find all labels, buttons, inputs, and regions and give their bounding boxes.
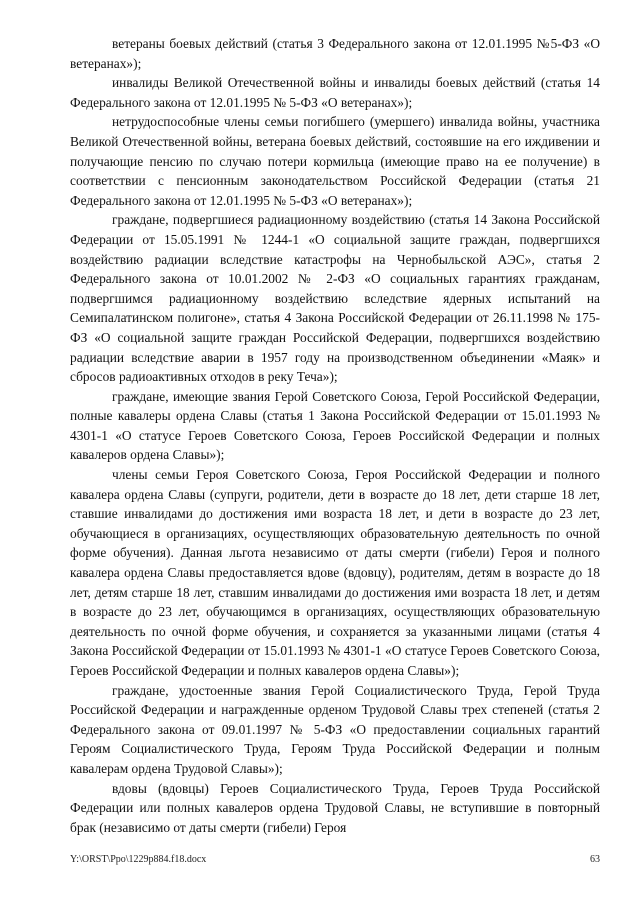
paragraph: члены семьи Героя Советского Союза, Героя Российской Федерации и полного кавалера ордена Славы (супруги, родители, дети в возрасте до 18 лет, дети старше 18 лет, ставшие инвалидами до достижения ими возраста 18 лет, и дети в возрасте до 23 лет, обучающиеся в организациях, осуществляющих образовательную деятельность по очной форме обучения). Данная льгота независимо от даты смерти (гибели) Героя и полного кавалера ордена Славы предоставляется вдове (вдовцу), родителям, детям в возрасте до 18 лет, детям старше 18 лет, ставшим инвалидами до достижения ими возраста 18 лет, и детям в возрасте до 23 лет, обучающимся в организациях, осуществляющих образовательную деятельность по очной форме обучения, и сохраняется за указанными лицами (статья 4 Закона Российской Федерации от 15.01.1993 № 4301-1 «О статусе Героев Советского Союза, Героев Российской Федерации и полных кавалеров ордена Славы»);	[70, 467, 600, 678]
paragraph: граждане, удостоенные звания Герой Социалистического Труда, Герой Труда Российской Федерации и награжденные орденом Трудовой Славы трех степеней (статья 2 Федерального закона от 09.01.1997 № 5-ФЗ «О предоставлении социальных гарантий Героям Социалистического Труда, Героям Труда Российской Федерации и полным кавалерам ордена Трудовой Славы»);	[70, 682, 600, 776]
paragraph: граждане, подвергшиеся радиационному воздействию (статья 14 Закона Российской Федерации от 15.05.1991 № 1244-1 «О социальной защите граждан, подвергшихся воздействию радиации вследствие катастрофы на Чернобыльской АЭС», статья 2 Федерального закона от 10.01.2002 № 2-ФЗ «О социальных гарантиях гражданам, подвергшимся радиационному воздействию вследствие ядерных испытаний на Семипалатинском полигоне», статья 4 Закона Российской Федерации от 26.11.1998 № 175-ФЗ «О социальной защите граждан Российской Федерации, подвергшихся воздействию радиации вследствие аварии в 1957 году на производственном объединении «Маяк» и сбросов радиоактивных отходов в реку Теча»);	[70, 212, 600, 385]
paragraph: вдовы (вдовцы) Героев Социалистического Труда, Героев Труда Российской Федерации или полных кавалеров ордена Трудовой Славы, не вступившие в повторный брак (независимо от даты смерти (гибели) Героя	[70, 780, 600, 835]
footer-page-number: 63	[590, 854, 600, 865]
paragraph: граждане, имеющие звания Герой Советского Союза, Герой Российской Федерации, полные кавалеры ордена Славы (статья 1 Закона Российской Федерации от 15.01.1993 № 4301-1 «О статусе Героев Советского Союза, Героев Российской Федерации и полных кавалеров ордена Славы»);	[70, 388, 600, 463]
paragraph: инвалиды Великой Отечественной войны и инвалиды боевых действий (статья 14 Федерального закона от 12.01.1995 № 5-ФЗ «О ветеранах»);	[70, 75, 600, 110]
paragraph: нетрудоспособные члены семьи погибшего (умершего) инвалида войны, участника Великой Отечественной войны, ветерана боевых действий, состоявшие на его иждивении и получающие пенсию по случаю потери кормильца (имеющие право на ее получение) в соответствии с пенсионным законодательством Российской Федерации (статья 21 Федерального закона от 12.01.1995 № 5-ФЗ «О ветеранах»);	[70, 114, 600, 208]
paragraph: ветераны боевых действий (статья 3 Федерального закона от 12.01.1995 №5-ФЗ «О ветеранах»);	[70, 36, 600, 71]
document-body	[70, 34, 600, 837]
footer-file-path: Y:\ORST\Ppo\1229p884.f18.docx	[70, 854, 207, 865]
